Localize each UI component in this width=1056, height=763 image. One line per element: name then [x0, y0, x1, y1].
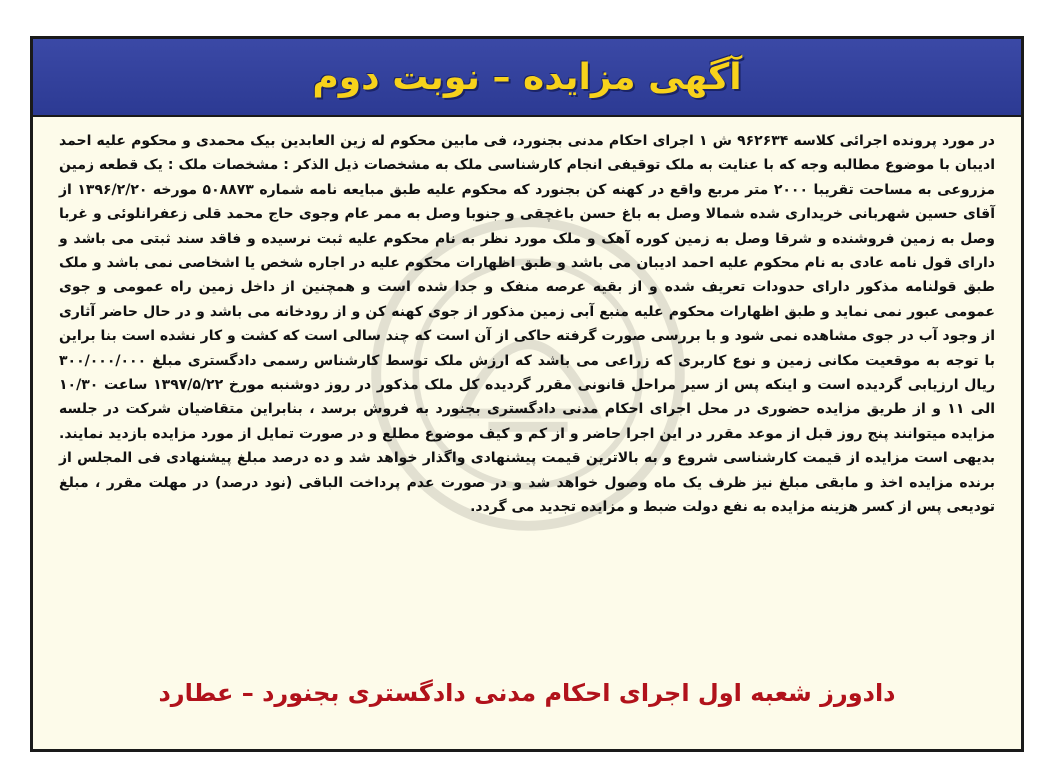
notice-paragraph: در مورد پرونده اجرائی کلاسه ۹۶۲۶۳۴ ش ۱ اجرای احکام مدنی بجنورد، فی مابین محکوم له زین العابدین بیک محمدی و محکوم علیه احمد ادیبان با موضوع مطالبه وجه که با عنایت به ملک توقیفی انجام کارشناسی ملک به مشخصات ذیل الذکر : مشخصات ملک : یک قطعه زمین مزروعی به مساحت تقریبا ۲۰۰۰ متر مربع واقع در کهنه کن بجنورد که محکوم علیه طبق مبایعه نامه شماره ۵۰۸۸۷۳ مورخه ۱۳۹۶/۲/۲۰ از آقای حسین شهربانی خریداری شده شمالا وصل به باغ حسن باغچقی و جنوبا وصل به ممر عام وجوی حاج محمد قلی زعفرانلوئی و غربا وصل به زمین فروشنده و شرقا وصل به زمین کوره آهک و ملک مورد نظر به نام محکوم علیه ثبت نرسیده و فاقد سند ثبتی می باشد و دارای قول نامه عادی به نام محکوم علیه احمد ادیبان می باشد و طبق اظهارات محکوم علیه در اجاره شخص یا اشخاصی نمی باشد و ملک طبق قولنامه مذکور دارای حدودات تعریف شده و از بقیه عرصه منفک و جدا شده است و همچنین از داخل زمین راه عمومی و جوی عمومی عبور نمی نماید و طبق اظهارات محکوم علیه منبع آبی زمین مذکور از جوی کهنه کن و از رودخانه می باشد و در حال حاضر آثاری از وجود آب در جوی مشاهده نمی شود و با بررسی صورت گرفته حاکی از آن است که چند سالی است که کشت و کار نشده است بنا براین با توجه به موقعیت مکانی زمین و نوع کاربری که زراعی می باشد که ارزش ملک توسط کارشناس رسمی دادگستری مبلغ ۳۰۰/۰۰۰/۰۰۰ ریال ارزیابی گردیده است و اینکه پس از سیر مراحل قانونی مقرر گردیده کل ملک مذکور در روز دوشنبه مورخ ۱۳۹۷/۵/۲۲ ساعت ۱۰/۳۰ الی ۱۱ و از طریق مزایده حضوری در محل اجرای احکام مدنی دادگستری بجنورد به فروش برسد ، بنابراین متقاضیان شرکت در جلسه مزایده میتوانند پنج روز قبل از موعد مقرر در این اجرا حاضر و از کم و کیف موضوع مطلع و در صورت تمایل از مورد مزایده بازدید نمایند. بدیهی است مزایده از قیمت کارشناسی شروع و به بالاترین قیمت پیشنهادی واگذار خواهد شد و ده درصد مبلغ پیشنهادی فی المجلس از برنده مزایده اخذ و مابقی مبلغ نیز ظرف یک ماه وصول خواهد شد و در صورت عدم پرداخت الباقی (نود درصد) در مهلت مقرر ، مبلغ تودیعی پس از کسر هزینه مزایده به نفع دولت ضبط و مزایده تجدید می گردد.: [59, 133, 996, 516]
signature-line: دادورز شعبه اول اجرای احکام مدنی دادگستری بجنورد – عطارد: [158, 679, 896, 707]
notice-body: [59, 129, 995, 520]
header-banner: [33, 39, 1021, 117]
notice-frame: [30, 36, 1024, 752]
notice-title: آگهی مزایده – نوبت دوم: [312, 56, 742, 98]
